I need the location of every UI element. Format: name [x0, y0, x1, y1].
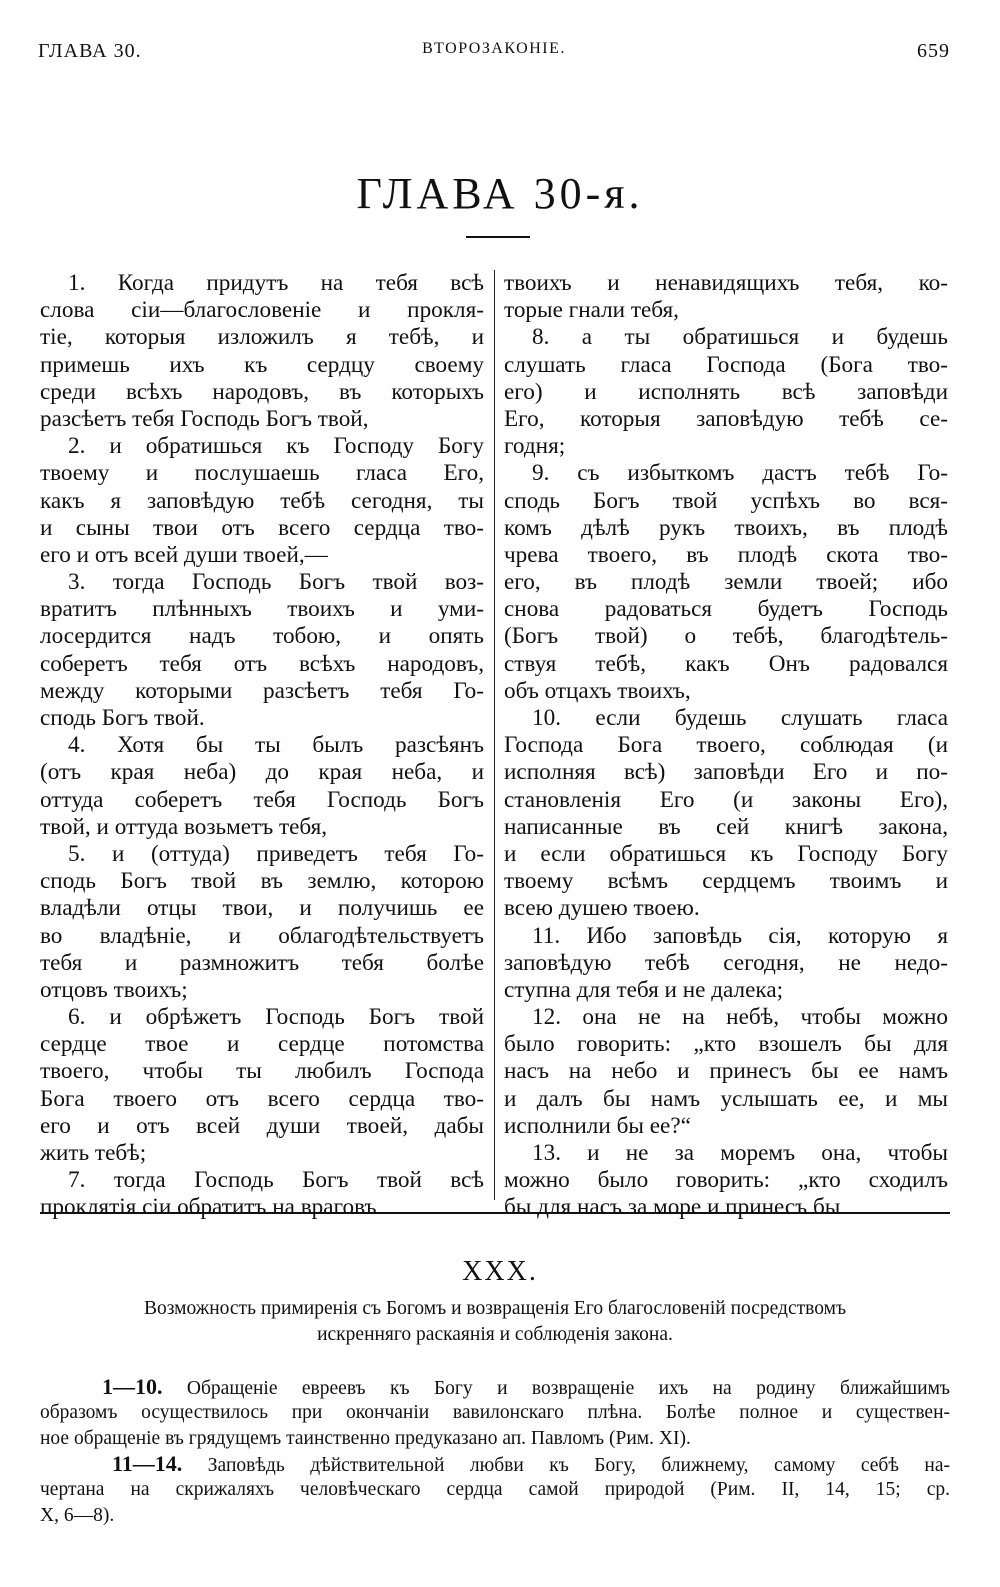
note-reference: 1—10.: [102, 1374, 163, 1399]
running-head: [38, 40, 950, 70]
verse-line: твоего, чтобы ты любилъ Господа: [40, 1058, 484, 1085]
verse-line: было говорить: „кто взошелъ бы для: [504, 1031, 948, 1058]
note-line: ное обращеніе въ грядущемъ таинственно предуказано ап. Павломъ (Рим. XI).: [40, 1428, 691, 1449]
verse-line: 7. тогда Господь Богъ твой всѣ: [68, 1167, 484, 1194]
verse-line: 1. Когда придутъ на тебя всѣ: [68, 270, 484, 296]
verse-line: твоихъ и ненавидящихъ тебя, ко-: [504, 270, 948, 296]
verse-line: годня;: [504, 433, 566, 460]
verse-line: исполнили бы ее?“: [504, 1112, 691, 1139]
verse-line: объ отцахъ твоихъ,: [504, 677, 691, 704]
verse-line: 2. и обратишься къ Господу Богу: [68, 433, 484, 460]
verse-line: чрева твоего, въ плодѣ скота тво-: [504, 541, 948, 568]
verse-line: написанные въ сей книгѣ закона,: [504, 813, 948, 840]
verse-line: становленія Его (и законы Его),: [504, 786, 948, 813]
verse-line: его) и исполнять всѣ заповѣди: [504, 378, 948, 405]
verse-line: Его, которыя заповѣдую тебѣ се-: [504, 405, 948, 432]
verse-line: его, въ плодѣ земли твоей; ибо: [504, 569, 948, 596]
subtitle-line: Возможность примиренія съ Богомъ и возвращенія Его благословеній посредствомъ: [143, 1298, 847, 1319]
verse-line: между которыми разсѣетъ тебя Го-: [40, 677, 484, 704]
verse-line: сердце твое и сердце потомства: [40, 1031, 484, 1058]
note-line: образомъ осуществилось при окончаніи вавилонскаго плѣна. Болѣе полное и существен-: [40, 1402, 950, 1423]
chapter-title: ГЛАВА 30-я.: [356, 169, 644, 218]
verse-line: насъ на небо и принесъ бы ее намъ: [504, 1058, 948, 1085]
verse-line: оттуда соберетъ тебя Господь Богъ: [40, 786, 484, 813]
left-column: [40, 270, 484, 1221]
running-head-chapter: ГЛАВА 30.: [38, 40, 142, 62]
verse-line: заповѣдую тебѣ сегодня, не недо-: [504, 949, 948, 976]
verse-line: слова сіи—благословеніе и прокля-: [40, 297, 484, 324]
verse-line: исполняя всѣ) заповѣди Его и по-: [504, 759, 948, 786]
text-columns: [40, 270, 948, 1221]
verse-line: (Богъ твой) о тебѣ, благодѣтель-: [504, 623, 948, 650]
verse-line: (отъ края неба) до края неба, и: [40, 759, 484, 786]
verse-line: Господа Бога твоего, соблюдая (и: [504, 732, 948, 759]
verse-line: 5. и (оттуда) приведетъ тебя Го-: [68, 840, 484, 867]
running-head-book: ВТОРОЗАКОНІЕ.: [422, 40, 566, 57]
verse-line: всею душею твоею.: [504, 895, 700, 922]
verse-line: во владѣніе, и облагодѣтельствуетъ: [40, 922, 484, 949]
note-text: Обращеніе евреевъ къ Богу и возвращеніе ихъ на родину ближайшимъ: [186, 1378, 950, 1399]
verse-line: 9. съ избыткомъ дастъ тебѣ Го-: [532, 460, 948, 487]
note-line: чертана на скрижаляхъ человѣческаго сердца самой природой (Рим. II, 14, 15; ср.: [40, 1479, 950, 1500]
verse-line: ступна для тебя и не далека;: [504, 976, 784, 1003]
verse-line: бы для насъ за море и принесъ бы: [504, 1194, 841, 1221]
commentary-subtitle: [40, 1296, 950, 1348]
verse-line: комъ дѣлѣ рукъ твоихъ, въ плодѣ: [504, 514, 948, 541]
commentary-note-2: [40, 1451, 950, 1529]
verse-line: его и отъ всей души твоей, дабы: [40, 1112, 484, 1139]
note-first-line: [40, 1451, 950, 1477]
verse-line: проклятія сіи обратитъ на враговъ: [40, 1194, 377, 1221]
title-rule: [466, 236, 530, 238]
note-line: X, 6—8).: [40, 1505, 115, 1526]
verse-line: твоему всѣмъ сердцемъ твоимъ и: [504, 868, 948, 895]
verse-line: 10. если будешь слушать гласа: [532, 705, 948, 731]
verse-line: 8. а ты обратишься и будешь: [532, 324, 948, 351]
verse-line: и далъ бы намъ услышать ее, и мы: [504, 1085, 948, 1112]
verse-line: 6. и обрѣжетъ Господь Богъ твой: [68, 1004, 484, 1031]
verse-line: 11. Ибо заповѣдь сія, которую я: [532, 922, 948, 949]
page-number: 659: [917, 40, 950, 62]
verse-line: твой, и оттуда возьметъ тебя,: [40, 813, 328, 840]
verse-line: какъ я заповѣдую тебѣ сегодня, ты: [40, 487, 484, 514]
verse-line: среди всѣхъ народовъ, въ которыхъ: [40, 378, 484, 405]
note-first-line: [40, 1374, 950, 1400]
verse-line: можно было говорить: „кто сходилъ: [504, 1167, 948, 1194]
verse-line: лосердится надъ тобою, и опять: [40, 623, 484, 650]
verse-line: 12. она не на небѣ, чтобы можно: [532, 1004, 948, 1031]
verse-line: и если обратишься къ Господу Богу: [504, 840, 948, 867]
verse-line: его и отъ всей души твоей,—: [40, 541, 328, 568]
note-text: Заповѣдь дѣйствительной любви къ Богу, ближнему, самому себѣ на-: [207, 1455, 950, 1476]
verse-line: Бога твоего отъ всего сердца тво-: [40, 1085, 484, 1112]
verse-line: торые гнали тебя,: [504, 297, 679, 324]
note-reference: 11—14.: [112, 1451, 183, 1476]
verse-line: 13. и не за моремъ она, чтобы: [532, 1140, 948, 1166]
verse-line: 3. тогда Господь Богъ твой воз-: [68, 569, 484, 596]
verse-line: сподь Богъ твой въ землю, которою: [40, 868, 484, 895]
verse-line: отцовъ твоихъ;: [40, 976, 188, 1003]
verse-line: сподь Богъ твой.: [40, 705, 205, 731]
verse-line: тебя и размножитъ тебя болѣе: [40, 949, 484, 976]
verse-line: тіе, которыя изложилъ я тебѣ, и: [40, 324, 484, 351]
verse-line: разсѣетъ тебя Господь Богъ твой,: [40, 405, 369, 432]
subtitle-line: искренняго раскаянія и соблюденія закона.: [317, 1324, 673, 1345]
column-divider: [494, 270, 495, 1200]
verse-line: вратитъ плѣнныхъ твоихъ и уми-: [40, 596, 484, 623]
verse-line: слушать гласа Господа (Бога тво-: [504, 351, 948, 378]
verse-line: 4. Хотя бы ты былъ разсѣянъ: [68, 732, 484, 759]
verse-line: сподь Богъ твой успѣхъ во вся-: [504, 487, 948, 514]
verse-line: примешь ихъ къ сердцу своему: [40, 351, 484, 378]
verse-line: соберетъ тебя отъ всѣхъ народовъ,: [40, 650, 484, 677]
commentary-note-1: [40, 1374, 950, 1452]
verse-line: и сыны твои отъ всего сердца тво-: [40, 514, 484, 541]
commentary-heading: XXX.: [462, 1256, 538, 1287]
footnote-rule: [40, 1212, 950, 1214]
verse-line: снова радоваться будетъ Господь: [504, 596, 948, 623]
verse-line: твоему и послушаешь гласа Его,: [40, 460, 484, 487]
verse-line: ствуя тебѣ, какъ Онъ радовался: [504, 650, 948, 677]
verse-line: жить тебѣ;: [40, 1140, 147, 1166]
verse-line: владѣли отцы твои, и получишь ее: [40, 895, 484, 922]
right-column: [504, 270, 948, 1221]
